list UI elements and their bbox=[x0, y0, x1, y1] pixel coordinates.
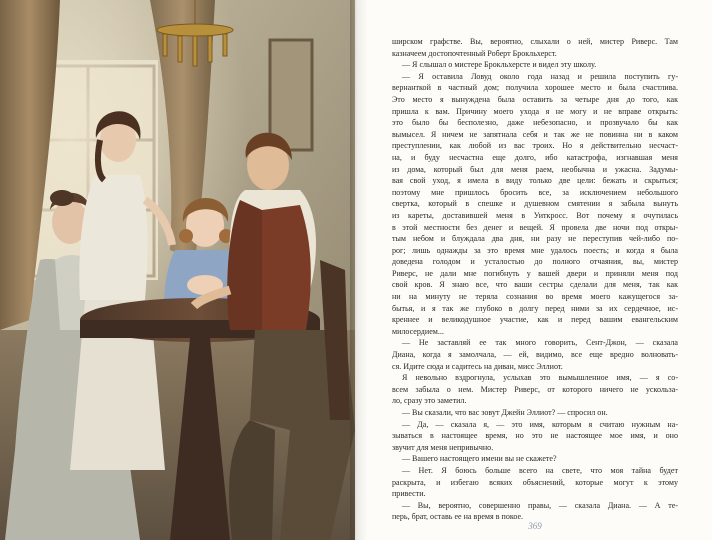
text-line: ни на минуту не теряла сознания во время моего кажущегося за- bbox=[392, 292, 678, 302]
text-line: поэтому мне пришлось бросить все, за исключением небольшого bbox=[392, 187, 678, 197]
text-line: из дома, который был для меня раем, необычна и ужасна. Задумы- bbox=[392, 164, 678, 174]
text-line: раскрыта, и избегаю всяких объяснений, которые могут к этому bbox=[392, 477, 678, 487]
text-line: Я невольно вздрогнула, услыхав это вымышленное имя, — я со- bbox=[402, 373, 678, 383]
text-line: ширском графстве. Вы, вероятно, слыхали о ней, мистер Риверс. Там bbox=[392, 37, 678, 46]
text-line: преступлении, как любой из вас троих. Но я действительно несчаст- bbox=[392, 141, 678, 151]
text-line: вымысел. Я ничем не запятнала себя и так же не повинна ни в каком bbox=[392, 129, 678, 139]
text-line: из кареты, доставившей меня в Уиткросс. Вот почему я очутилась bbox=[392, 210, 678, 220]
text-line: всем забыла о нем. Мистер Риверс, от которого ничего не ускольза- bbox=[392, 384, 678, 394]
text-line: перь, брат, оставь ее на время в покое. bbox=[392, 512, 524, 522]
text-line: это было бы бесполезно, даже небезопасно, и прозвучало бы как bbox=[392, 118, 678, 128]
text-line: — Я оставила Ловуд около года назад и решила поступить гу- bbox=[402, 71, 678, 81]
text-line: креннее и великодушное участие, как и перед вашим евангельским bbox=[392, 315, 678, 325]
watercolor-illustration bbox=[0, 0, 355, 540]
text-line: — Да, — сказала я, — это имя, которым я считаю нужным на- bbox=[402, 419, 678, 429]
text-line: звучит для меня непривычно. bbox=[392, 442, 494, 452]
text-line: свой кров. Я знаю все, что ваши сестры сделали для меня, так как bbox=[392, 280, 678, 290]
text-line: — Вы сказали, что вас зовут Джейн Эллиот? — спросил он. bbox=[402, 408, 608, 417]
text-line: Риверс, не дали мне погибнуть у вашей двери и приняли меня под bbox=[392, 268, 678, 278]
text-line: казначеем достопочтенный Роберт Брокльхерст. bbox=[392, 48, 557, 58]
text-line: — Вы, вероятно, совершенно правы, — сказала Диана. — А те- bbox=[402, 500, 678, 510]
text-line: милосердием... bbox=[392, 326, 444, 336]
text-line: ло, сразу это заметил. bbox=[392, 396, 467, 406]
text-line: свертка, который в спешке и душевном смятении я забыла вынуть bbox=[392, 199, 678, 209]
text-line: пришла к вам. Причину моего ухода я не могу и не вправе открыть: bbox=[392, 106, 678, 116]
text-line: — Я слышал о мистере Брокльхерсте и видел эту школу. bbox=[402, 60, 597, 70]
text-line: Это место я вынуждена была оставить за четыре дня до того, как bbox=[392, 94, 678, 104]
text-line: на, и буду несчастна еще долго, ибо катастрофа, изгнавшая меня bbox=[392, 152, 678, 162]
text-line: зываться в настоящее время, но это не настоящее мое имя, и оно bbox=[392, 431, 678, 441]
text-line: — Не заставляй ее так много говорить, Сент-Джон, — сказала bbox=[402, 338, 678, 348]
text-line: ся. Идите сюда и садитесь на диван, мисс Эллиот. bbox=[392, 361, 563, 371]
text-line: рог; лишь однажды за это время мне удалось поесть; и когда я была bbox=[392, 245, 678, 255]
illustration-parlor-scene bbox=[0, 0, 355, 540]
text-line: Диана, когда я замолчала, — ей, видимо, все еще вредно волновать- bbox=[392, 350, 678, 360]
text-line: вая свой уход, я имела в виду только две цели: бежать и скрыться; bbox=[392, 176, 678, 186]
page-text-block bbox=[392, 36, 678, 523]
text-line: в этой местности без денег и вещей. Я провела две ночи под откры- bbox=[392, 222, 678, 232]
text-line: — Нет. Я боюсь больше всего на свете, что моя тайна будет bbox=[402, 465, 678, 475]
text-line: вернанткой в частный дом; получила хорошее место и была счастлива. bbox=[392, 83, 678, 93]
text-line: бытья, и я так же глубоко в долгу перед ними за их сердечное, ис- bbox=[392, 303, 678, 313]
page-number: 369 bbox=[528, 521, 542, 531]
text-line: — Вашего настоящего имени вы не скажете? bbox=[402, 454, 557, 464]
text-line: доведена голодом и усталостью до полного отчаяния, вы, мистер bbox=[392, 257, 678, 267]
text-line: тым небом и блуждала два дня, ни разу не переступив чей-либо по- bbox=[392, 234, 678, 244]
text-line: привести. bbox=[392, 489, 426, 499]
